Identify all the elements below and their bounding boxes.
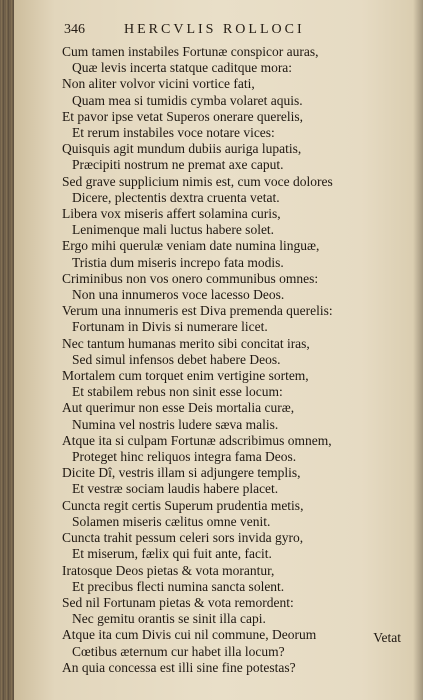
- verse-line: Cuncta regit certis Superum prudentia metis,: [62, 497, 304, 513]
- verse-line: Cœtibus æternum cur habet illa locum?: [72, 643, 285, 659]
- verse-line: Et vestræ sociam laudis habere placet.: [72, 481, 279, 497]
- verse-line: Verum una innumeris est Diva premenda querelis:: [62, 303, 333, 319]
- verse-line: Libera vox miseris affert solamina curis,: [62, 206, 281, 222]
- catchword: Vetat: [373, 630, 401, 645]
- running-title: HERCVLIS ROLLOCI: [124, 22, 305, 37]
- verse-line: Et pavor ipse vetat Superos onerare querelis,: [62, 108, 304, 124]
- verse-line: Mortalem cum torquet enim vertigine sortem,: [62, 368, 309, 384]
- verse-line: Nec gemitu orantis se sinit illa capi.: [72, 611, 266, 627]
- verse-line: Sed simul infensos debet habere Deos.: [72, 351, 281, 367]
- verse-line: Lenimenque mali luctus habere solet.: [72, 222, 275, 238]
- book-gutter-edge: [0, 0, 14, 700]
- verse-line: An quia concessa est illi sine fine potestas?: [62, 659, 296, 675]
- verse-line: Quisquis agit mundum dubiis auriga lupatis,: [62, 141, 302, 157]
- verse-line: Quæ levis incerta statque caditque mora:: [72, 60, 293, 76]
- verse-line: Et precibus flecti numina sancta solent.: [72, 578, 285, 594]
- verse-line: Nec tantum humanas merito sibi concitat iras,: [62, 335, 310, 351]
- verse-line: Et stabilem rebus non sinit esse locum:: [72, 384, 283, 400]
- verse-line: Non aliter volvor vicini vortice fati,: [62, 76, 255, 92]
- verse-line: Iratosque Deos pietas & vota morantur,: [62, 562, 275, 578]
- verse-line: Et rerum instabiles voce notare vices:: [72, 125, 275, 141]
- verse-line: Dicere, plectentis dextra cruenta vetat.: [72, 189, 280, 205]
- verse-line: Atque ita cum Divis cui nil commune, Deorum: [62, 627, 317, 643]
- page-header: [64, 22, 384, 40]
- verse-line: Solamen miseris cælitus omne venit.: [72, 513, 271, 529]
- poem-text: [62, 44, 407, 676]
- verse-line: Proteget hinc reliquos integra fama Deos.: [72, 449, 297, 465]
- verse-line: Fortunam in Divis si numerare licet.: [72, 319, 268, 335]
- page-number: 346: [64, 22, 85, 37]
- verse-line: Et miserum, fælix qui fuit ante, facit.: [72, 546, 272, 562]
- verse-line: Cum tamen instabiles Fortunæ conspicor auras,: [62, 44, 319, 59]
- verse-line: Dicite Dî, vestris illam si adjungere templis,: [62, 465, 301, 481]
- verse-line: Præcipiti nostrum ne premat axe caput.: [72, 157, 284, 173]
- verse-line: Cuncta trahit pessum celeri sors invida gyro,: [62, 530, 304, 546]
- page-shadow: [413, 0, 423, 700]
- verse-line: Non una innumeros voce lacesso Deos.: [72, 287, 285, 303]
- verse-line: Sed grave supplicium nimis est, cum voce dolores: [62, 173, 333, 189]
- verse-line: Aut querimur non esse Deis mortalia curæ,: [62, 400, 295, 416]
- verse-line: Criminibus non vos onero communibus omnes:: [62, 270, 319, 286]
- verse-line: Ergo mihi querulæ veniam date numina linguæ,: [62, 238, 320, 254]
- verse-line: Quam mea si tumidis cymba volaret aquis.: [72, 92, 303, 108]
- verse-line: Sed nil Fortunam pietas & vota remordent:: [62, 594, 294, 610]
- verse-line: Atque ita si culpam Fortunæ adscribimus omnem,: [62, 432, 332, 448]
- book-page: [14, 0, 423, 700]
- verse-line: Tristia dum miseris increpo fata modis.: [72, 254, 284, 270]
- verse-line: Numina vel nostris ludere sæva malis.: [72, 416, 279, 432]
